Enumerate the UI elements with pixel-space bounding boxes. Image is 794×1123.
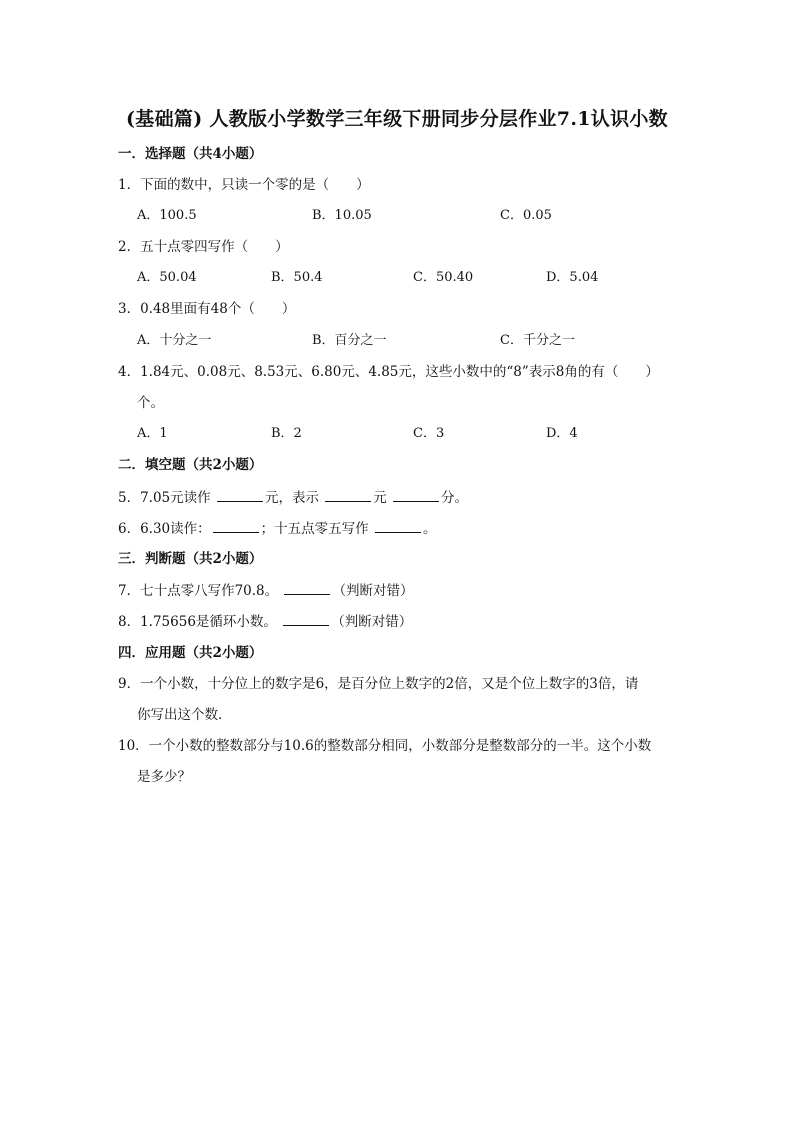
q2-option-d: D．5.04	[546, 270, 599, 285]
question-4-line2: 个。	[137, 395, 164, 411]
q6-blank-1[interactable]	[213, 518, 259, 533]
section-heading-choice: 一．选择题（共4小题）	[118, 146, 263, 162]
question-9-line1: 9．一个小数，十分位上的数字是6，是百分位上数字的2倍，又是个位上数字的3倍，请	[118, 676, 639, 692]
question-2: 2．五十点零四写作（ ）	[118, 239, 289, 255]
q7-text-b: （判断对错）	[332, 583, 414, 599]
question-10-line2: 是多少？	[137, 769, 191, 785]
q7-blank[interactable]	[284, 580, 330, 595]
q1-option-c: C．0.05	[500, 208, 552, 223]
question-8	[118, 611, 412, 632]
question-3: 3．0.48里面有48个（ ）	[118, 301, 296, 317]
question-1: 1．下面的数中，只读一个零的是（ ）	[118, 177, 370, 193]
q8-blank[interactable]	[283, 611, 329, 626]
q6-blank-2[interactable]	[375, 518, 421, 533]
q5-text-a: 5．7.05元读作	[118, 490, 211, 506]
q1-option-b: B．10.05	[312, 208, 372, 223]
q5-text-c: 元	[373, 490, 387, 506]
q3-option-c: C．千分之一	[500, 333, 575, 348]
q5-text-d: 分。	[441, 490, 469, 506]
section-heading-fill: 二．填空题（共2小题）	[118, 457, 263, 473]
q3-option-a: A．十分之一	[137, 333, 212, 348]
q8-text-a: 8．1.75656是循环小数。	[118, 614, 277, 630]
q6-text-a: 6．6.30读作：	[118, 521, 211, 537]
q1-option-a: A．100.5	[137, 208, 197, 223]
q4-option-d: D．4	[546, 426, 578, 441]
q7-text-a: 7．七十点零八写作70.8。	[118, 583, 279, 599]
q6-text-c: 。	[422, 521, 437, 537]
q2-option-c: C．50.40	[413, 270, 474, 285]
q5-text-b: 元，表示	[264, 490, 319, 506]
question-5	[118, 487, 468, 508]
section-heading-judge: 三．判断题（共2小题）	[118, 551, 263, 567]
q5-blank-2[interactable]	[325, 487, 371, 502]
section-heading-application: 四．应用题（共2小题）	[118, 645, 263, 661]
q4-option-a: A．1	[137, 426, 168, 441]
q5-blank-1[interactable]	[217, 487, 263, 502]
q2-option-a: A．50.04	[137, 270, 197, 285]
q6-text-b: ；十五点零五写作	[260, 521, 369, 537]
q4-option-c: C．3	[413, 426, 445, 441]
page-title: (基础篇) 人教版小学数学三年级下册同步分层作业7.1认识小数	[126, 108, 668, 130]
q8-text-b: （判断对错）	[331, 614, 413, 630]
question-9-line2: 你写出这个数．	[137, 707, 232, 723]
q5-blank-3[interactable]	[393, 487, 439, 502]
question-10-line1: 10．一个小数的整数部分与10.6的整数部分相同，小数部分是整数部分的一半。这个小数	[118, 738, 652, 754]
question-4-line1: 4．1.84元、0.08元、8.53元、6.80元、4.85元，这些小数中的“8”表示8角的有（ ）	[118, 364, 659, 380]
q3-option-b: B．百分之一	[312, 333, 387, 348]
q4-option-b: B．2	[271, 426, 302, 441]
question-7	[118, 580, 413, 601]
q2-option-b: B．50.4	[271, 270, 323, 285]
question-6	[118, 518, 436, 539]
